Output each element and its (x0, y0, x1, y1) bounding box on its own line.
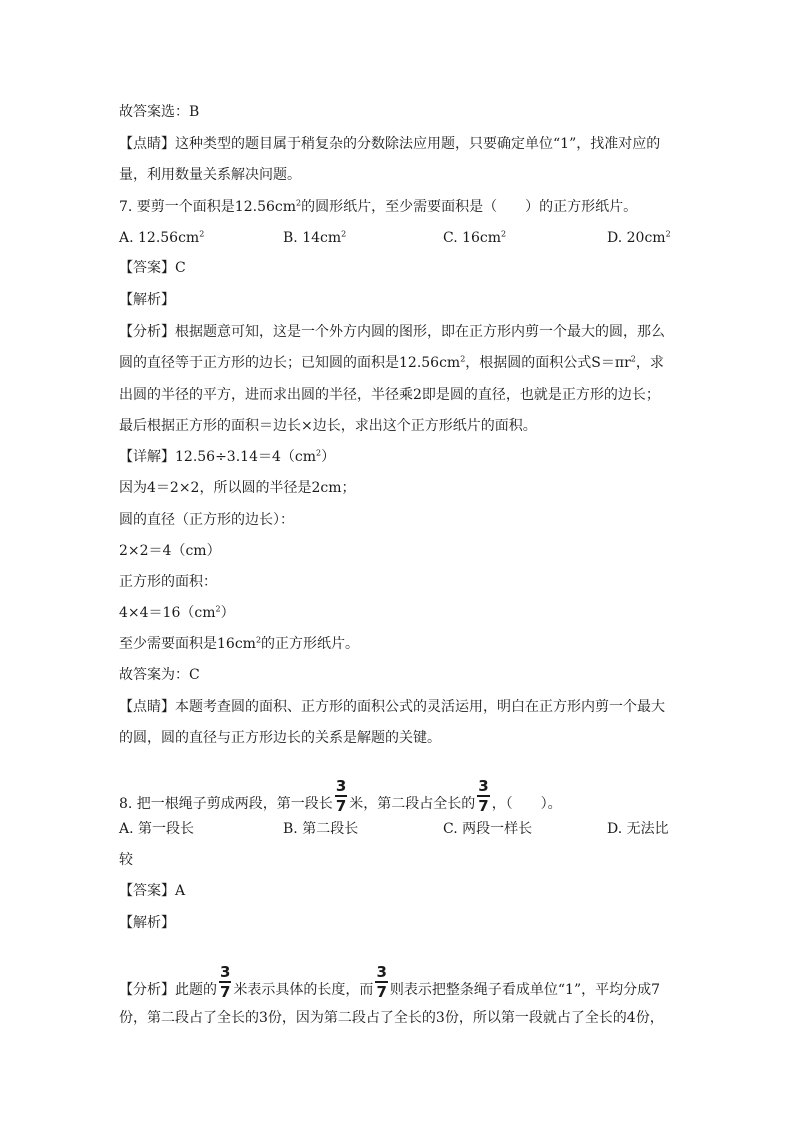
q7-tip-line-1: 【点睛】本题考查圆的面积、正方形的面积公式的灵活运用，明白在正方形内剪一个最大 (119, 699, 665, 715)
q7-detail-6a: 4×4＝16（cm (119, 605, 216, 621)
previous-tip-line-2: 量，利用数量关系解决问题。 (119, 167, 301, 183)
fraction-denominator: 7 (220, 983, 231, 1001)
q7-detail-7b: 的正方形纸片。 (261, 636, 360, 652)
q7-option-c (443, 228, 506, 248)
q7-detail-1b: ） (321, 449, 336, 465)
q7-detail-6b: ） (220, 605, 235, 621)
fraction-denominator: 7 (376, 983, 387, 1001)
previous-tip-line-1: 【点睛】这种类型的题目属于稍复杂的分数除法应用题，只要确定单位“1”，找准对应的 (119, 136, 661, 152)
q7-tip-line-2: 的圆，圆的直径与正方形边长的关系是解题的关键。 (119, 730, 441, 746)
q7-analysis-2b: ，根据圆的面积公式S＝πr (465, 355, 631, 371)
q8-analysis-1b: 米表示具体的长度，而 (233, 982, 374, 998)
q7-analysis-line-2 (119, 353, 664, 373)
q7-stem-sup: 2 (296, 198, 302, 208)
q8-stem-text-b: 米，第二段占全长的 (349, 796, 476, 812)
q7-analysis-line-3: 出圆的半径的平方，进而求出圆的半径，半径乘2即是圆的直径，也就是正方形的边长； (119, 387, 660, 403)
fraction-numerator: 3 (220, 963, 231, 981)
q7-option-d (607, 228, 671, 248)
q7-final-answer: 故答案为：C (119, 667, 200, 683)
q8-stem-fraction-1 (335, 778, 347, 814)
q7-answer: 【答案】C (119, 260, 186, 276)
q7-analysis-2-sup2: 2 (630, 354, 636, 364)
q7-detail-4: 2×2＝4（cm） (119, 543, 221, 559)
fraction-denominator: 7 (335, 797, 347, 815)
q7-stem-text-a: 7. 要剪一个面积是12.56cm (119, 199, 297, 215)
q7-detail-1a: 【详解】12.56÷3.14＝4（cm (119, 449, 317, 465)
q7-detail-1 (119, 447, 335, 467)
q7-option-a (119, 228, 204, 248)
q7-detail-2: 因为4＝2×2，所以圆的半径是2cm； (119, 480, 356, 496)
q7-analysis-line-4: 最后根据正方形的面积＝边长×边长，求出这个正方形纸片的面积。 (119, 418, 537, 434)
q7-option-b-sup: 2 (341, 229, 347, 239)
q8-analysis-1a: 【分析】此题的 (119, 982, 217, 998)
q8-analysis-line-2: 份，第二段占了全长的3份，因为第二段占了全长的3份，所以第一段就占了全长的4份， (119, 1010, 664, 1026)
q7-option-d-text: D. 20cm (607, 230, 666, 246)
q7-detail-6-sup: 2 (215, 604, 221, 614)
q7-option-a-text: A. 12.56cm (119, 230, 200, 246)
q7-detail-5: 正方形的面积： (119, 574, 217, 590)
fraction-denominator: 7 (478, 797, 489, 815)
fraction-numerator: 3 (376, 963, 387, 981)
q8-option-wrap: 较 (119, 852, 133, 868)
q7-stem (119, 197, 637, 217)
q8-stem-text-c: ，（ ）。 (491, 796, 562, 812)
q7-option-b (283, 228, 346, 248)
q8-stem-fraction-2 (477, 778, 489, 814)
q8-answer: 【答案】A (119, 883, 186, 899)
q7-detail-1-sup: 2 (316, 448, 322, 458)
q8-analysis-fraction-1 (219, 964, 231, 1000)
q8-option-d: D. 无法比 (607, 821, 669, 837)
q7-detail-6 (119, 603, 235, 623)
q8-analysis-fraction-2 (375, 964, 387, 1000)
q8-stem (119, 777, 562, 822)
q8-analysis-heading: 【解析】 (119, 915, 175, 931)
q7-analysis-line-1: 【分析】根据题意可知，这是一个外方内圆的图形，即在正方形内剪一个最大的圆，那么 (119, 324, 665, 340)
q7-detail-7 (119, 634, 359, 654)
q7-detail-7a: 至少需要面积是16cm (119, 636, 256, 652)
q7-detail-7-sup: 2 (255, 635, 262, 645)
q7-analysis-2a: 圆的直径等于正方形的边长；已知圆的面积是12.56cm (119, 355, 461, 371)
previous-answer: 故答案选：B (119, 104, 200, 120)
q7-option-d-sup: 2 (665, 229, 671, 239)
q8-option-a: A. 第一段长 (119, 821, 195, 837)
q7-option-b-text: B. 14cm (283, 230, 342, 246)
q8-stem-text-a: 8. 把一根绳子剪成两段，第一段长 (119, 796, 333, 812)
q7-analysis-heading: 【解析】 (119, 292, 175, 308)
q7-analysis-2-sup: 2 (460, 354, 466, 364)
q7-option-c-text: C. 16cm (443, 230, 502, 246)
q7-option-a-sup: 2 (199, 229, 205, 239)
q7-option-c-sup: 2 (501, 229, 507, 239)
q7-detail-3: 圆的直径（正方形的边长）： (119, 512, 294, 528)
q7-stem-text-b: 的圆形纸片，至少需要面积是（ ）的正方形纸片。 (301, 199, 638, 215)
fraction-numerator: 3 (478, 777, 489, 795)
fraction-numerator: 3 (335, 777, 347, 795)
q8-option-b: B. 第二段长 (283, 821, 359, 837)
q7-analysis-2c: ，求 (635, 355, 664, 371)
q8-analysis-line-1 (119, 963, 661, 1008)
q8-option-c: C. 两段一样长 (443, 821, 533, 837)
q8-analysis-1c: 则表示把整条绳子看成单位“1”，平均分成7 (389, 982, 661, 998)
